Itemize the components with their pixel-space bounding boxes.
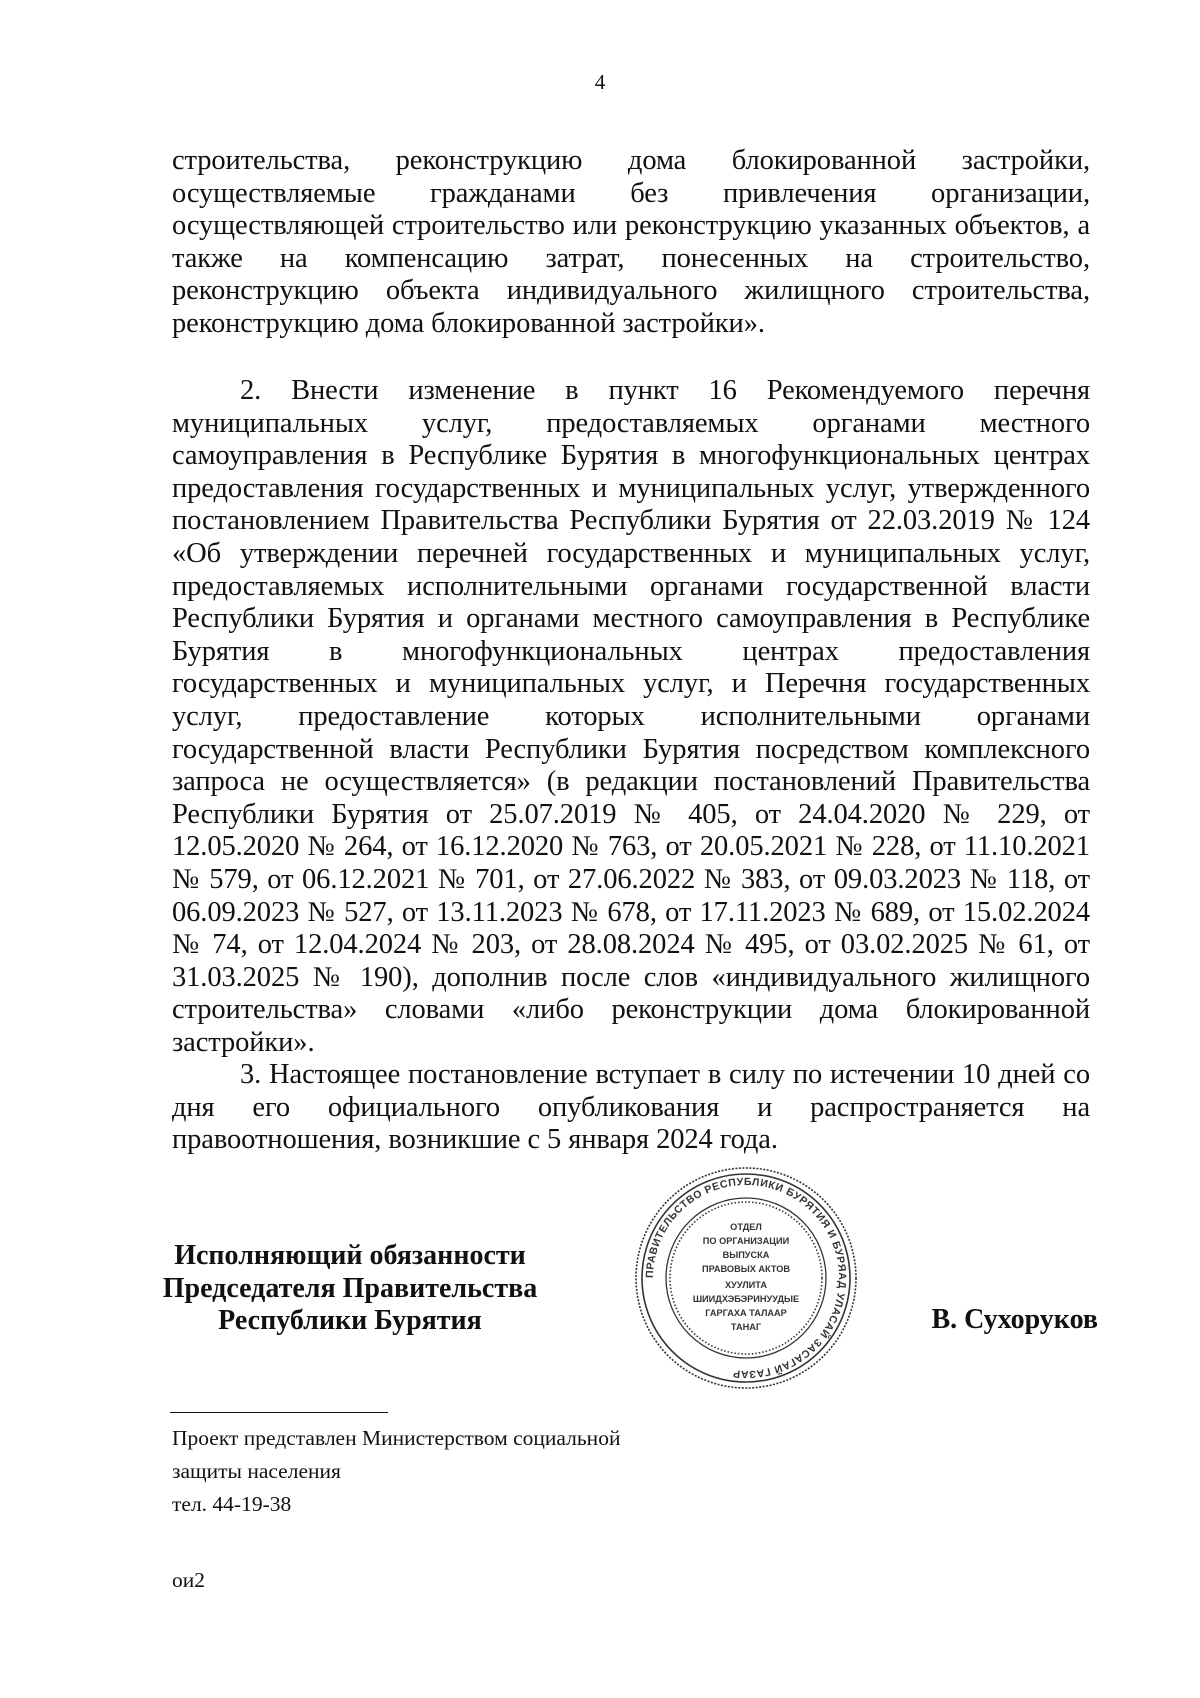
seal-line: ТАНАГ <box>730 1322 762 1332</box>
seal-line: ГАРГАХА ТАЛААР <box>705 1308 787 1318</box>
svg-text:ПРАВИТЕЛЬСТВО РЕСПУБЛИКИ БУРЯТ <box>644 1176 848 1380</box>
seal-ring-text: ПРАВИТЕЛЬСТВО РЕСПУБЛИКИ БУРЯТИЯ И БУРЯАД УЛАСАЙ ЗАСАГАЙ ГАЗАР <box>643 1175 849 1381</box>
signatory-title-line-3: Республики Бурятия <box>218 1305 482 1337</box>
paragraph-continuation: строительства, реконструкцию дома блокированной застройки, осуществляемые гражданами без привлечения организации, осуществляющей строительство или реконструкцию указанных объектов, а также на компенсацию затрат, понесенных на строительство, реконструкцию объекта индивидуального жилищного строительства, реконструкцию дома блокированной застройки». <box>172 145 1090 339</box>
signatory-name: В. Сухоруков <box>931 1304 1098 1335</box>
footnote-line-2: защиты населения <box>172 1459 341 1483</box>
paragraph-item-2: 2. Внести изменение в пункт 16 Рекомендуемого перечня муниципальных услуг, предоставляемых органами местного самоуправления в Республике Бурятия в многофункциональных центрах предоставления государственных и муниципальных услуг, утвержденного постановлением Правительства Республики Бурятия от 22.03.2019 № 124 «Об утверждении перечней государственных и муниципальных услуг, предоставляемых исполнительными органами государственной власти Республики Бурятия и органами местного самоуправления в Республике Бурятия в многофункциональных центрах предоставления государственных и муниципальных услуг, и Перечня государственных услуг, предоставление которых исполнительными органами государственной власти Республики Бурятия посредством комплексного запроса не осуществляется» (в редакции постановлений Правительства Республики Бурятия от 25.07.2019 № 405, от 24.04.2020 № 229, от 12.05.2020 № 264, от 16.12.2020 № 763, от 20.05.2021 № 228, от 11.10.2021 № 579, от 06.12.2021 № 701, от 27.06.2022 № 383, от 09.03.2023 № 118, от 06.09.2023 № 527, от 13.11.2023 № 678, от 17.11.2023 № 689, от 15.02.2024 № 74, от 12.04.2024 № 203, от 28.08.2024 № 495, от 03.02.2025 № 61, от 31.03.2025 № 190), дополнив после слов «индивидуального жилищного строительства» словами «либо реконструкции дома блокированной застройки». <box>172 375 1090 1058</box>
signatory-title-line-2: Председателя Правительства <box>162 1272 538 1304</box>
signatory-title <box>150 1240 550 1338</box>
official-seal-icon <box>632 1164 860 1392</box>
paragraph-item-3: 3. Настоящее постановление вступает в силу по истечении 10 дней со дня его официального опубликования и распространяется на правоотношения, возникшие с 5 января 2024 года. <box>172 1059 1090 1156</box>
seal-line: ШИИДХЭБЭРИНУУДЫЕ <box>692 1294 800 1304</box>
seal-line: ХУУЛИТА <box>725 1280 767 1290</box>
document-code: ои2 <box>172 1568 206 1592</box>
seal-line: ОТДЕЛ <box>730 1222 762 1232</box>
seal-line: ПО ОРГАНИЗАЦИИ <box>702 1236 790 1246</box>
footnote-line-1: Проект представлен Министерством социальной <box>172 1426 621 1450</box>
page-number: 4 <box>594 70 606 94</box>
footnote-divider <box>170 1412 388 1413</box>
signatory-title-line-1: Исполняющий обязанности <box>174 1240 526 1271</box>
footnote-phone: тел. 44-19-38 <box>172 1492 292 1516</box>
footnote <box>172 1422 792 1521</box>
seal-line: ВЫПУСКА <box>722 1250 770 1260</box>
seal-line: ПРАВОВЫХ АКТОВ <box>701 1264 791 1274</box>
